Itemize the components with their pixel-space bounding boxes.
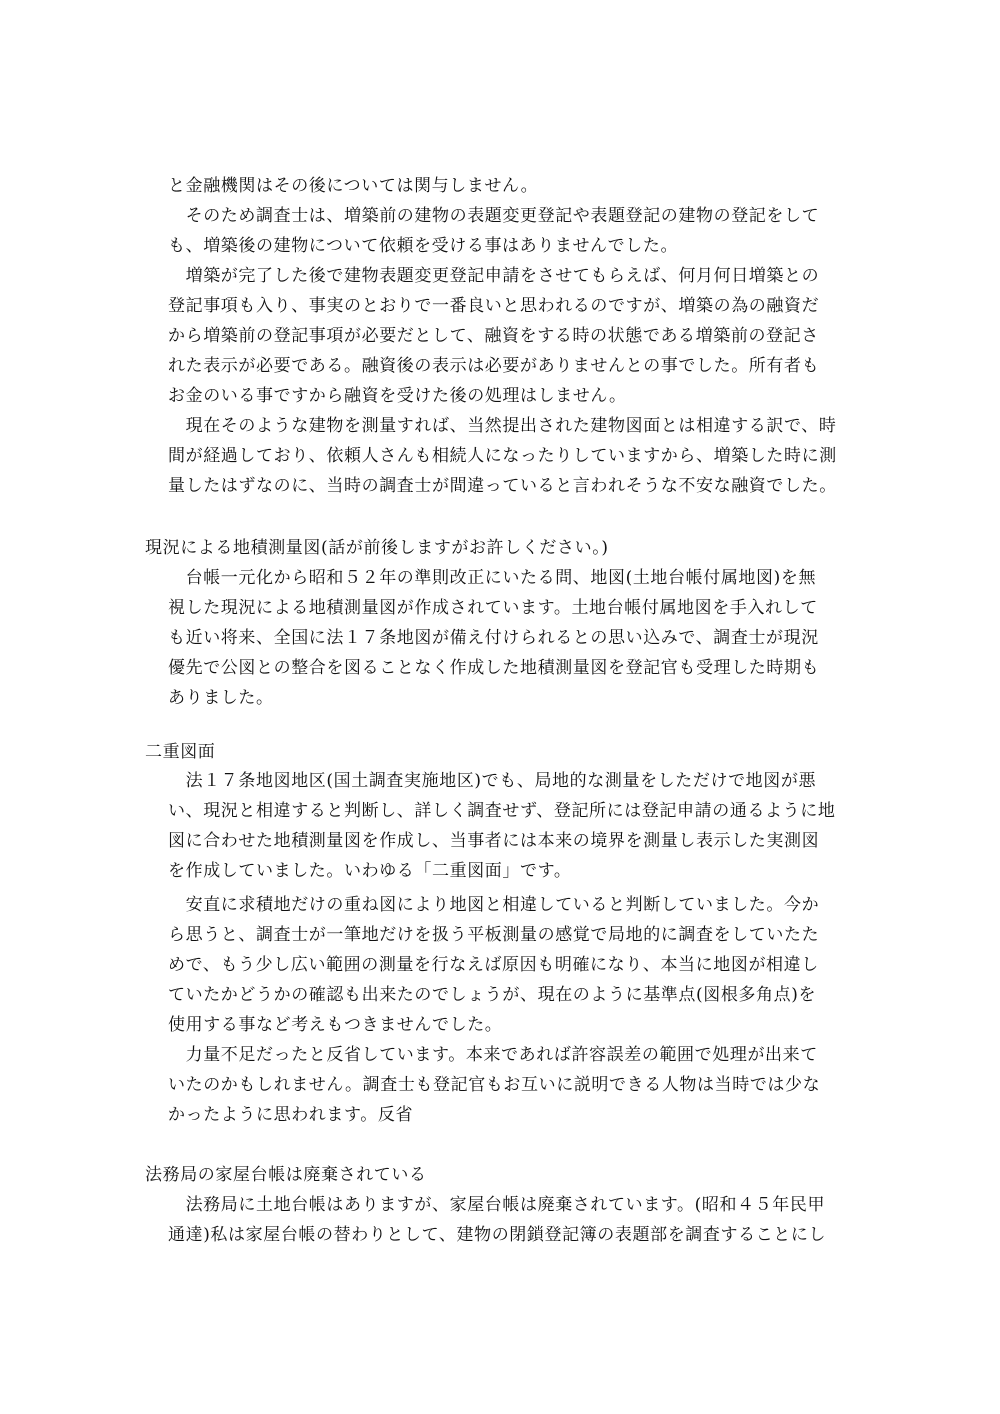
body-line: そのため調査士は、増築前の建物の表題変更登記や表題登記の建物の登記をして	[168, 206, 820, 226]
body-line: 図に合わせた地積測量図を作成し、当事者には本来の境界を測量し表示した実測図	[168, 831, 820, 851]
body-line: 増築が完了した後で建物表題変更登記申請をさせてもらえば、何月何日増築との	[168, 266, 820, 286]
body-line: ていたかどうかの確認も出来たのでしょうが、現在のように基準点(図根多角点)を	[168, 985, 817, 1005]
body-line: かったように思われます。反省	[168, 1105, 414, 1125]
body-line: い、現況と相違すると判断し、詳しく調査せず、登記所には登記申請の通るように地	[168, 801, 836, 821]
body-line: 登記事項も入り、事実のとおりで一番良いと思われるのですが、増築の為の融資だ	[168, 296, 820, 316]
body-line: めで、もう少し広い範囲の測量を行なえば原因も明確になり、本当に地図が相違し	[168, 955, 819, 975]
section-heading: 法務局の家屋台帳は廃棄されている	[145, 1165, 427, 1185]
body-line: 安直に求積地だけの重ね図により地図と相違していると判断していました。今か	[168, 895, 820, 915]
body-line: 力量不足だったと反省しています。本来であれば許容誤差の範囲で処理が出来て	[168, 1045, 818, 1065]
body-line: いたのかもしれません。調査士も登記官もお互いに説明できる人物は当時では少な	[168, 1075, 821, 1095]
body-line: も、増築後の建物について依頼を受ける事はありませんでした。	[168, 236, 679, 256]
body-line: 間が経過しており、依頼人さんも相続人になったりしていますから、増築した時に測	[168, 446, 837, 466]
body-line: 法務局に土地台帳はありますが、家屋台帳は廃棄されています。(昭和４５年民甲	[168, 1195, 826, 1215]
body-line: 通達)私は家屋台帳の替わりとして、建物の閉鎖登記簿の表題部を調査することにし	[168, 1225, 827, 1245]
body-line: 使用する事など考えもつきませんでした。	[168, 1015, 503, 1035]
body-line: 優先で公図との整合を図ることなく作成した地積測量図を登記官も受理した時期も	[168, 658, 820, 678]
body-line: れた表示が必要である。融資後の表示は必要がありませんとの事でした。所有者も	[168, 356, 820, 376]
body-line: ら思うと、調査士が一筆地だけを扱う平板測量の感覚で局地的に調査をしていたた	[168, 925, 820, 945]
body-line: ありました。	[168, 688, 274, 708]
section-heading: 二重図面	[145, 742, 216, 762]
body-line: 量したはずなのに、当時の調査士が間違っていると言われそうな不安な融資でした。	[168, 476, 837, 496]
body-line: 法１７条地図地区(国土調査実施地区)でも、局地的な測量をしただけで地図が悪	[168, 771, 817, 791]
section-heading: 現況による地積測量図(話が前後しますがお許しください。)	[145, 538, 609, 558]
body-line: 視した現況による地積測量図が作成されています。土地台帳付属地図を手入れして	[168, 598, 818, 618]
body-line: も近い将来、全国に法１７条地図が備え付けられるとの思い込みで、調査士が現況	[168, 628, 819, 648]
body-line: 台帳一元化から昭和５２年の準則改正にいたる問、地図(土地台帳付属地図)を無	[168, 568, 817, 588]
body-line: から増築前の登記事項が必要だとして、融資をする時の状態である増築前の登記さ	[168, 326, 819, 346]
body-line: を作成していました。いわゆる「二重図面」です。	[168, 861, 572, 881]
body-line: お金のいる事ですから融資を受けた後の処理はしません。	[168, 386, 627, 406]
body-line: と金融機関はその後については関与しません。	[168, 176, 539, 196]
body-line: 現在そのような建物を測量すれば、当然提出された建物図面とは相違する訳で、時	[168, 416, 837, 436]
